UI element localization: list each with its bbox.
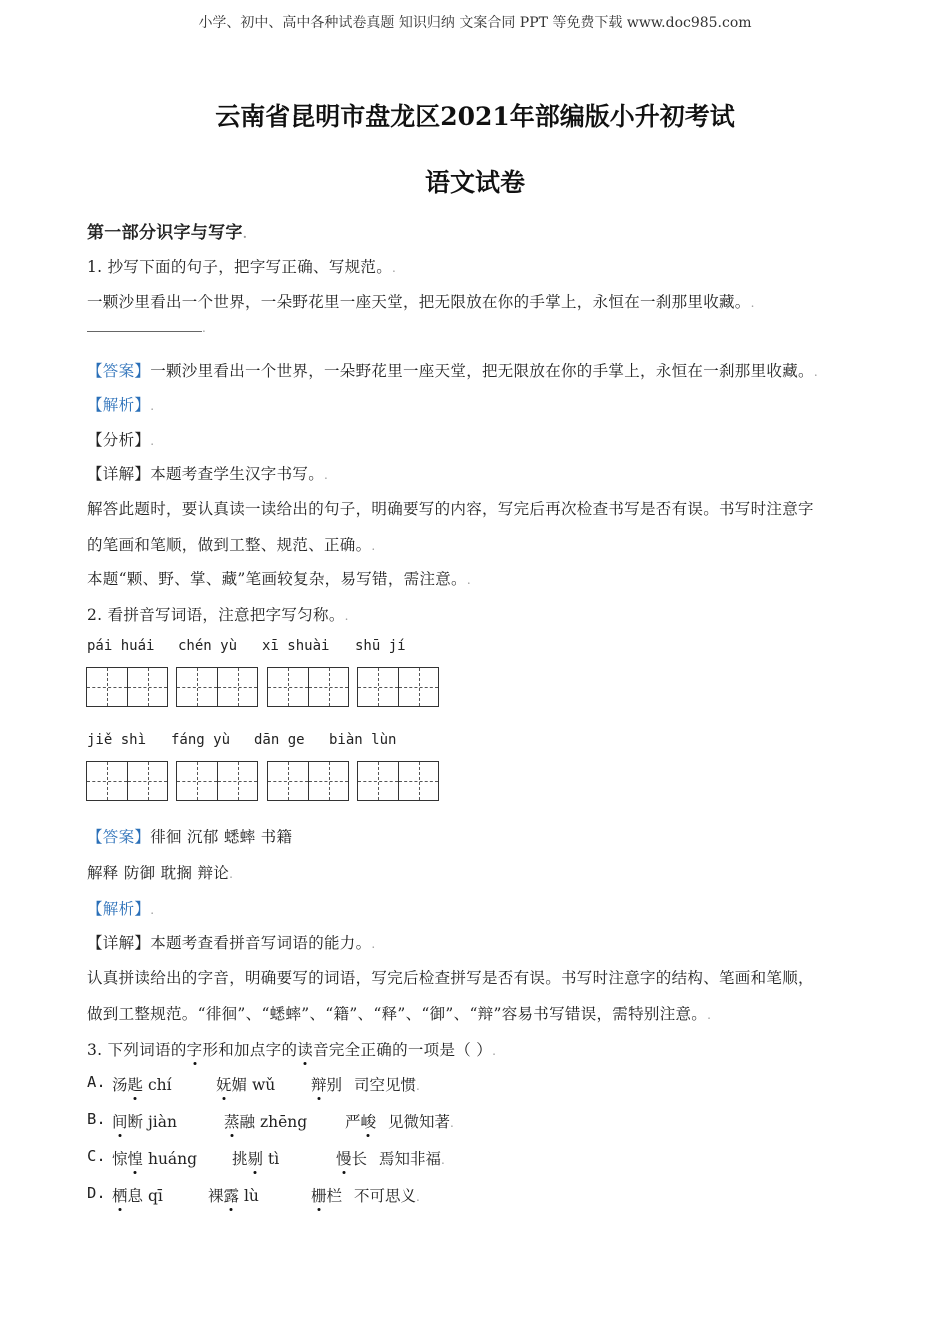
q1-jiexi: 【解析】. — [87, 396, 155, 414]
writing-grid[interactable] — [267, 667, 349, 707]
pinyin-item: biàn lùn — [329, 732, 397, 748]
option-c-word3: 慢长 — [336, 1150, 368, 1168]
option-a[interactable]: A. — [87, 1073, 106, 1091]
q2-jiexi: 【解析】. — [87, 900, 155, 918]
option-c-word4: 焉知非福. — [379, 1150, 445, 1168]
exam-title: 云南省昆明市盘龙区2021年部编版小升初考试 — [215, 102, 735, 131]
option-a-word4: 司空见惯. — [354, 1076, 420, 1094]
option-c[interactable]: C. — [87, 1147, 106, 1165]
q2-para2: 做到工整规范。“徘徊”、“蟋蟀”、“籍”、“释”、“御”、“辩”容易书写错误，需特别注意。. — [87, 1005, 712, 1023]
q2-xiangjie: 【详解】本题考查看拼音写词语的能力。. — [87, 934, 376, 952]
option-c-word1: 惊惶 huáng — [112, 1150, 198, 1168]
writing-grid[interactable] — [176, 667, 258, 707]
writing-grid[interactable] — [357, 667, 439, 707]
exam-subtitle: 语文试卷 — [424, 168, 525, 197]
q2-stem: 2. 看拼音写词语，注意把字写匀称。. — [87, 606, 349, 624]
pinyin-item: pái huái — [87, 638, 155, 654]
q2-para1: 认真拼读给出的字音，明确要写的词语，写完后检查拼写是否有误。书写时注意字的结构、笔画和笔顺， — [87, 969, 814, 987]
option-c-word2: 挑剔 tì — [232, 1150, 280, 1168]
q1-fenxi: 【分析】. — [87, 431, 155, 449]
option-b-word1: 间断 jiàn — [112, 1113, 177, 1131]
section-heading: 第一部分识字与写字. — [87, 223, 248, 243]
q1-stem: 1. 抄写下面的句子，把字写正确、写规范。. — [87, 258, 397, 276]
pinyin-item: chén yù — [178, 638, 238, 654]
option-a-word1: 汤匙 chí — [112, 1076, 172, 1094]
option-d-word3: 栅栏 — [311, 1187, 343, 1205]
q2-answer-line2: 解释 防御 耽搁 辩论. — [87, 864, 234, 882]
q1-answer: 【答案】一颗沙里看出一个世界，一朵野花里一座天堂，把无限放在你的手掌上，永恒在一刹那里收藏。. — [87, 362, 818, 380]
writing-grid[interactable] — [86, 667, 168, 707]
q1-para2: 的笔画和笔顺，做到工整、规范、正确。. — [87, 536, 376, 554]
q3-stem: 3. 下列词语的字形和加点字的读音完全正确的一项是（ ）. — [87, 1041, 497, 1059]
writing-grid[interactable] — [176, 761, 258, 801]
q1-sentence: 一颗沙里看出一个世界，一朵野花里一座天堂，把无限放在你的手掌上，永恒在一刹那里收藏。. — [87, 293, 755, 311]
q1-answer-blank: . — [87, 318, 206, 336]
writing-grid[interactable] — [357, 761, 439, 801]
option-d-word2: 裸露 lù — [208, 1187, 259, 1205]
q1-para1: 解答此题时，要认真读一读给出的句子，明确要写的内容，写完后再次检查书写是否有误。书写时注意字 — [87, 500, 814, 518]
pinyin-item: xī shuài — [262, 638, 330, 654]
option-b-word4: 见微知著. — [388, 1113, 454, 1131]
pinyin-item: dān ge — [254, 732, 305, 748]
option-b[interactable]: B. — [87, 1110, 106, 1128]
option-d[interactable]: D. — [87, 1184, 106, 1202]
pinyin-item: shū jí — [355, 638, 406, 654]
q1-xiangjie: 【详解】本题考查学生汉字书写。. — [87, 465, 329, 483]
option-d-word1: 栖息 qī — [112, 1187, 163, 1205]
pinyin-item: fáng yù — [171, 732, 231, 748]
option-a-word2: 妩媚 wǔ — [216, 1076, 276, 1094]
option-a-word3: 辩别 — [311, 1076, 343, 1094]
option-b-word2: 蒸融 zhēng — [224, 1113, 308, 1131]
page-header: 小学、初中、高中各种试卷真题 知识归纳 文案合同 PPT 等免费下载 www.doc985.com — [198, 15, 752, 31]
option-b-word3: 严峻 — [345, 1113, 377, 1131]
q1-para3: 本题“颗、野、掌、藏”笔画较复杂，易写错，需注意。. — [87, 570, 471, 588]
writing-grid[interactable] — [267, 761, 349, 801]
pinyin-item: jiě shì — [87, 732, 147, 748]
q2-answer: 【答案】徘徊 沉郁 蟋蟀 书籍 — [87, 828, 293, 846]
option-d-word4: 不可思义. — [354, 1187, 420, 1205]
writing-grid[interactable] — [86, 761, 168, 801]
